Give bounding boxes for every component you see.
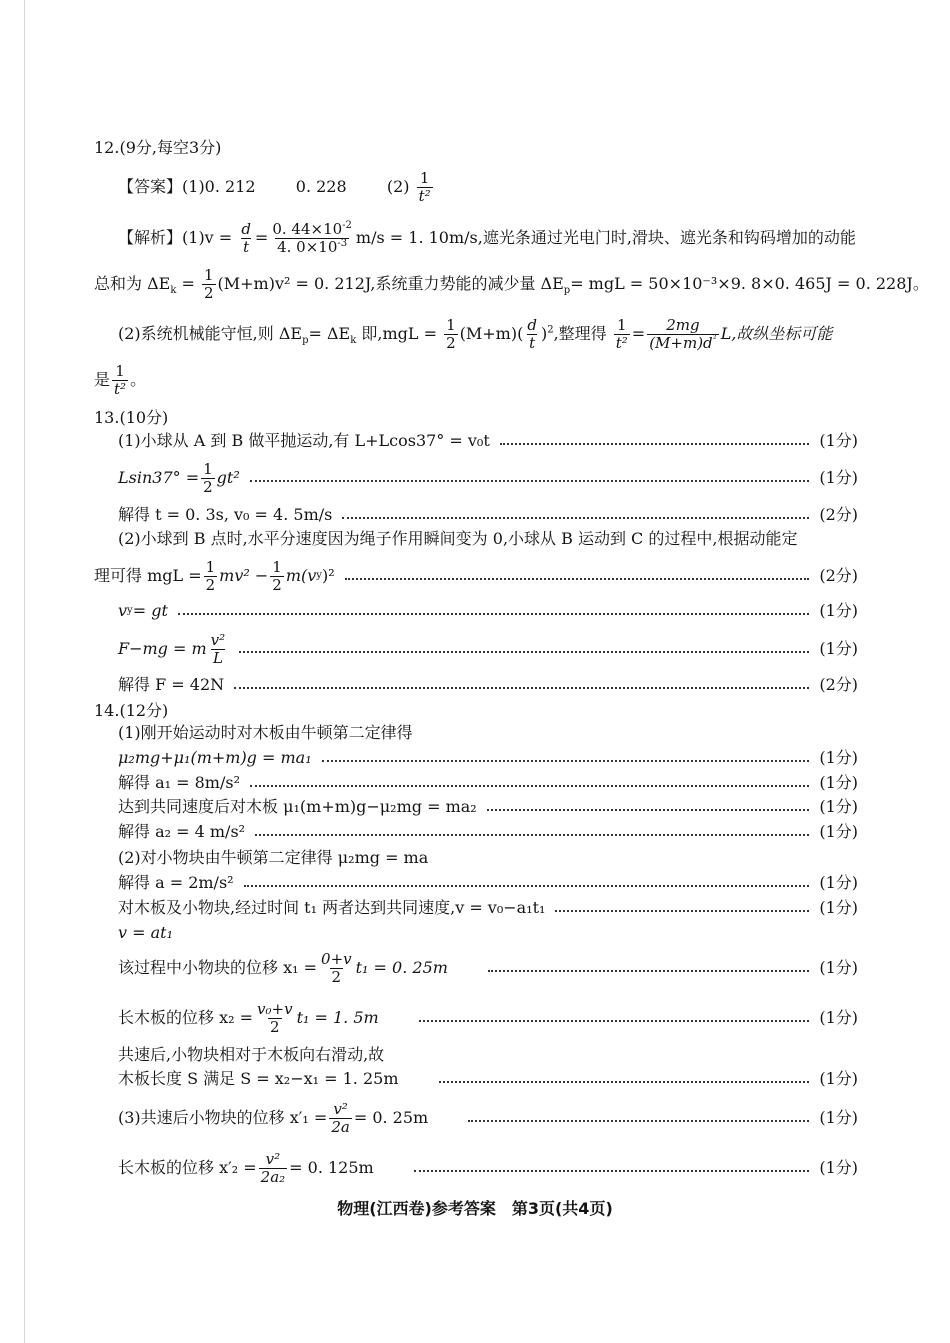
q12-analysis-line-3: (2)系统机械能守恒,则 $\Delta E_p= \Delta E_k$ 即,mgL = $\frac{1}{2}$ (M+m)( $\frac{d}{t}$ )$^2$,整理得 $\frac{1}{\text{t²}}$ = $\frac{2mg}{(M+m)d^{^2}}$ L,故纵坐标可能 <box>118 316 833 352</box>
q13-step-5: 理可得 mgL = $\frac{1}{2}$ mv² − $\frac{1}{2}$ m(v y )² (2分) <box>94 557 858 594</box>
answer-1: (1)0. 212 <box>182 177 256 196</box>
fraction-half-2: $\frac{1}{2}$ <box>446 316 456 352</box>
fraction-result: $\frac{2mg}{(M+m)d^{^2}}$ <box>649 316 717 352</box>
page-footer: 物理(江西卷)参考答案 第3页(共4页) <box>337 1199 613 1218</box>
q13-step-3: 解得 t = 0. 3s, v₀ = 4. 5m/s (2分) <box>118 505 858 524</box>
answer-fraction: $\frac{1}{\text{t²}}$ <box>418 169 431 205</box>
q14-step-10: 该过程中小物块的位移 x₁ = $\frac{0+v}{2}$ t₁ = 0. 25m (1分) <box>118 949 858 986</box>
q14-step-11: 长木板的位移 x₂ = $\frac{\text{v₀+v}}{2}$ t₁ = 1. 5m (1分) <box>118 999 858 1036</box>
q14-step-3: 解得 a₁ = 8m/s² (1分) <box>118 773 858 792</box>
q13-step-8: 解得 F = 42N (2分) <box>118 675 858 694</box>
fraction-velocity: $\frac{0. 44\times 10^{-2}}{4. 0\times 10^{-3}}$ <box>272 220 352 256</box>
q14-step-9: v = at₁ <box>118 923 173 942</box>
q14-step-7: 解得 a = 2m/s² (1分) <box>118 873 858 892</box>
fraction-one-over-t2-b: $\frac{1}{\text{t²}}$ <box>114 362 127 398</box>
q13-step-1: (1)小球从 A 到 B 做平抛运动,有 L+Lcos37° = v₀t (1分) <box>118 431 858 450</box>
fraction-one-over-t2: $\frac{1}{\text{t²}}$ <box>615 316 628 352</box>
q13-step-4: (2)小球到 B 点时,水平分速度因为绳子作用瞬间变为 0,小球从 B 运动到 C 的过程中,根据动能定 <box>118 529 798 548</box>
q12-heading: 12.(9分,每空3分) <box>94 138 222 157</box>
q12-analysis-line-4: 是 $\frac{1}{\text{t²}}$ 。 <box>94 362 147 398</box>
fraction-half: $\frac{1}{2}$ <box>203 266 214 302</box>
q14-step-13: 木板长度 S 满足 S = x₂−x₁ = 1. 25m (1分) <box>118 1069 858 1088</box>
q14-step-12: 共速后,小物块相对于木板向右滑动,故 <box>118 1045 385 1064</box>
q14-step-6: (2)对小物块由牛顿第二定律得 μ₂mg = ma <box>118 848 429 867</box>
q14-step-15: 长木板的位移 x′₂ = $\frac{\text{v²}}{\text{2a₂}}$ = 0. 125m (1分) <box>118 1149 858 1186</box>
q13-step-7: F−mg = m $\frac{\text{v²}}{L}$ (1分) <box>118 630 858 667</box>
q13-step-2: Lsin37° = $\frac{1}{2}$ gt² (1分) <box>118 459 858 496</box>
q14-step-5: 解得 a₂ = 4 m/s² (1分) <box>118 822 858 841</box>
answer-2: 0. 228 <box>295 177 347 196</box>
fraction-d-over-t-2: $\frac{d}{t}$ <box>527 316 537 352</box>
answer-tag: 【答案】 <box>118 177 183 196</box>
q13-heading: 13.(10分) <box>94 408 169 427</box>
q14-step-14: (3)共速后小物块的位移 x′₁ = $\frac{\text{v²}}{2a}$ = 0. 25m (1分) <box>118 1099 858 1136</box>
analysis-tag: 【解析】 <box>118 228 183 247</box>
answer-3: (2) <box>386 177 410 196</box>
q14-heading: 14.(12分) <box>94 701 169 720</box>
q13-step-6: v y = gt (1分) <box>118 601 858 620</box>
q12-analysis-line-1: 【解析】(1)v = $\frac{d}{t}$ = $\frac{0. 44\times 10^{-2}}{4. 0\times 10^{-3}}$ m/s = 1. 10m/s,遮光条通过光电门时,滑块、遮光条和钩码增加的动能 <box>118 220 856 256</box>
q14-step-8: 对木板及小物块,经过时间 t₁ 两者达到共同速度,v = v₀−a₁t₁ (1分) <box>118 898 858 917</box>
q12-analysis-line-2: 总和为 $\Delta E_k$ = $\frac{1}{2}$ (M+m)v² = 0. 212J,系统重力势能的减少量 $\Delta E_p=$ mgL = 50×10⁻³×9. 8×0. 465J = 0. 228J。 <box>94 266 929 302</box>
q12-answer-line <box>118 170 435 204</box>
fraction-d-over-t: $\frac{d}{t}$ <box>241 220 251 256</box>
q14-step-4: 达到共同速度后对木板 μ₁(m+m)g−μ₂mg = ma₂ (1分) <box>118 797 858 816</box>
q14-step-2: μ₂mg+μ₁(m+m)g = ma₁ (1分) <box>118 748 858 767</box>
q14-step-1: (1)刚开始运动时对木板由牛顿第二定律得 <box>118 723 413 742</box>
